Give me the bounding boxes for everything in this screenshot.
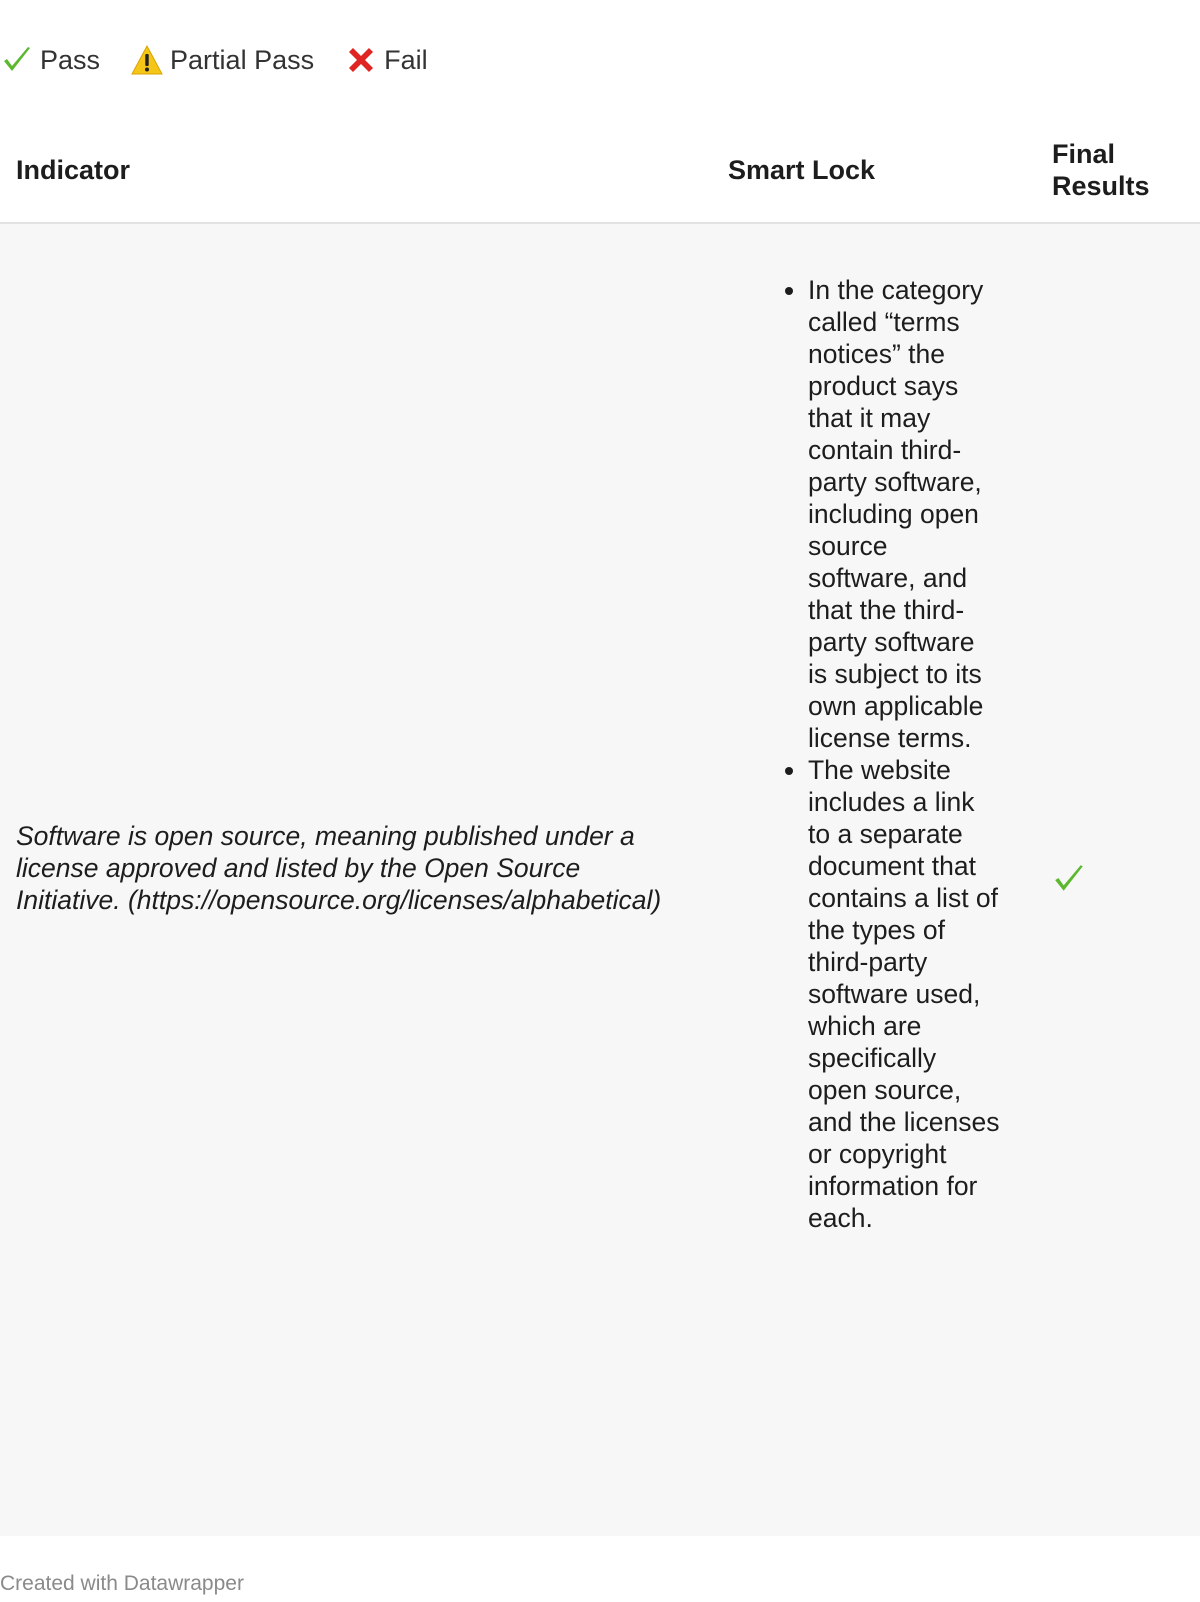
header-smart-lock: Smart Lock <box>728 155 876 185</box>
header-final-results: Final Results <box>1052 139 1150 201</box>
table-header <box>0 118 1200 224</box>
legend-label-pass: Pass <box>40 44 101 75</box>
legend-item-fail <box>344 43 428 77</box>
warning-icon <box>130 43 164 77</box>
cell-smart-lock <box>760 274 1000 1234</box>
green-check-icon <box>1052 883 1086 900</box>
cell-indicator: Software is open source, meaning published under a license approved and listed by the Open Source Initiative. (https://opensource.org/licenses/alphabetical) <box>16 821 662 915</box>
legend-item-partial-pass <box>130 43 314 77</box>
table-row <box>0 224 1200 1536</box>
legend-item-pass <box>0 43 100 77</box>
results-table <box>0 118 1200 1536</box>
header-indicator: Indicator <box>16 155 131 185</box>
red-cross-icon <box>344 43 378 77</box>
legend-label-fail: Fail <box>384 44 428 75</box>
cell-final-result <box>1052 862 1092 902</box>
legend-label-partial-pass: Partial Pass <box>170 44 315 75</box>
smart-lock-note: • The website includes a link to a separate document that contains a list of the types of third-party software used, which are specifically open source, and the licenses or copyright information for each. <box>808 754 1000 1234</box>
smart-lock-note: • In the category called “terms notices” the product says that it may contain third-party software, including open source software, and that the third-party software is subject to its own applicable license terms. <box>808 274 1000 754</box>
footer-credit: Created with Datawrapper <box>0 1572 244 1595</box>
legend <box>0 40 458 80</box>
smart-lock-notes <box>760 274 1000 1234</box>
green-check-icon <box>0 43 34 77</box>
